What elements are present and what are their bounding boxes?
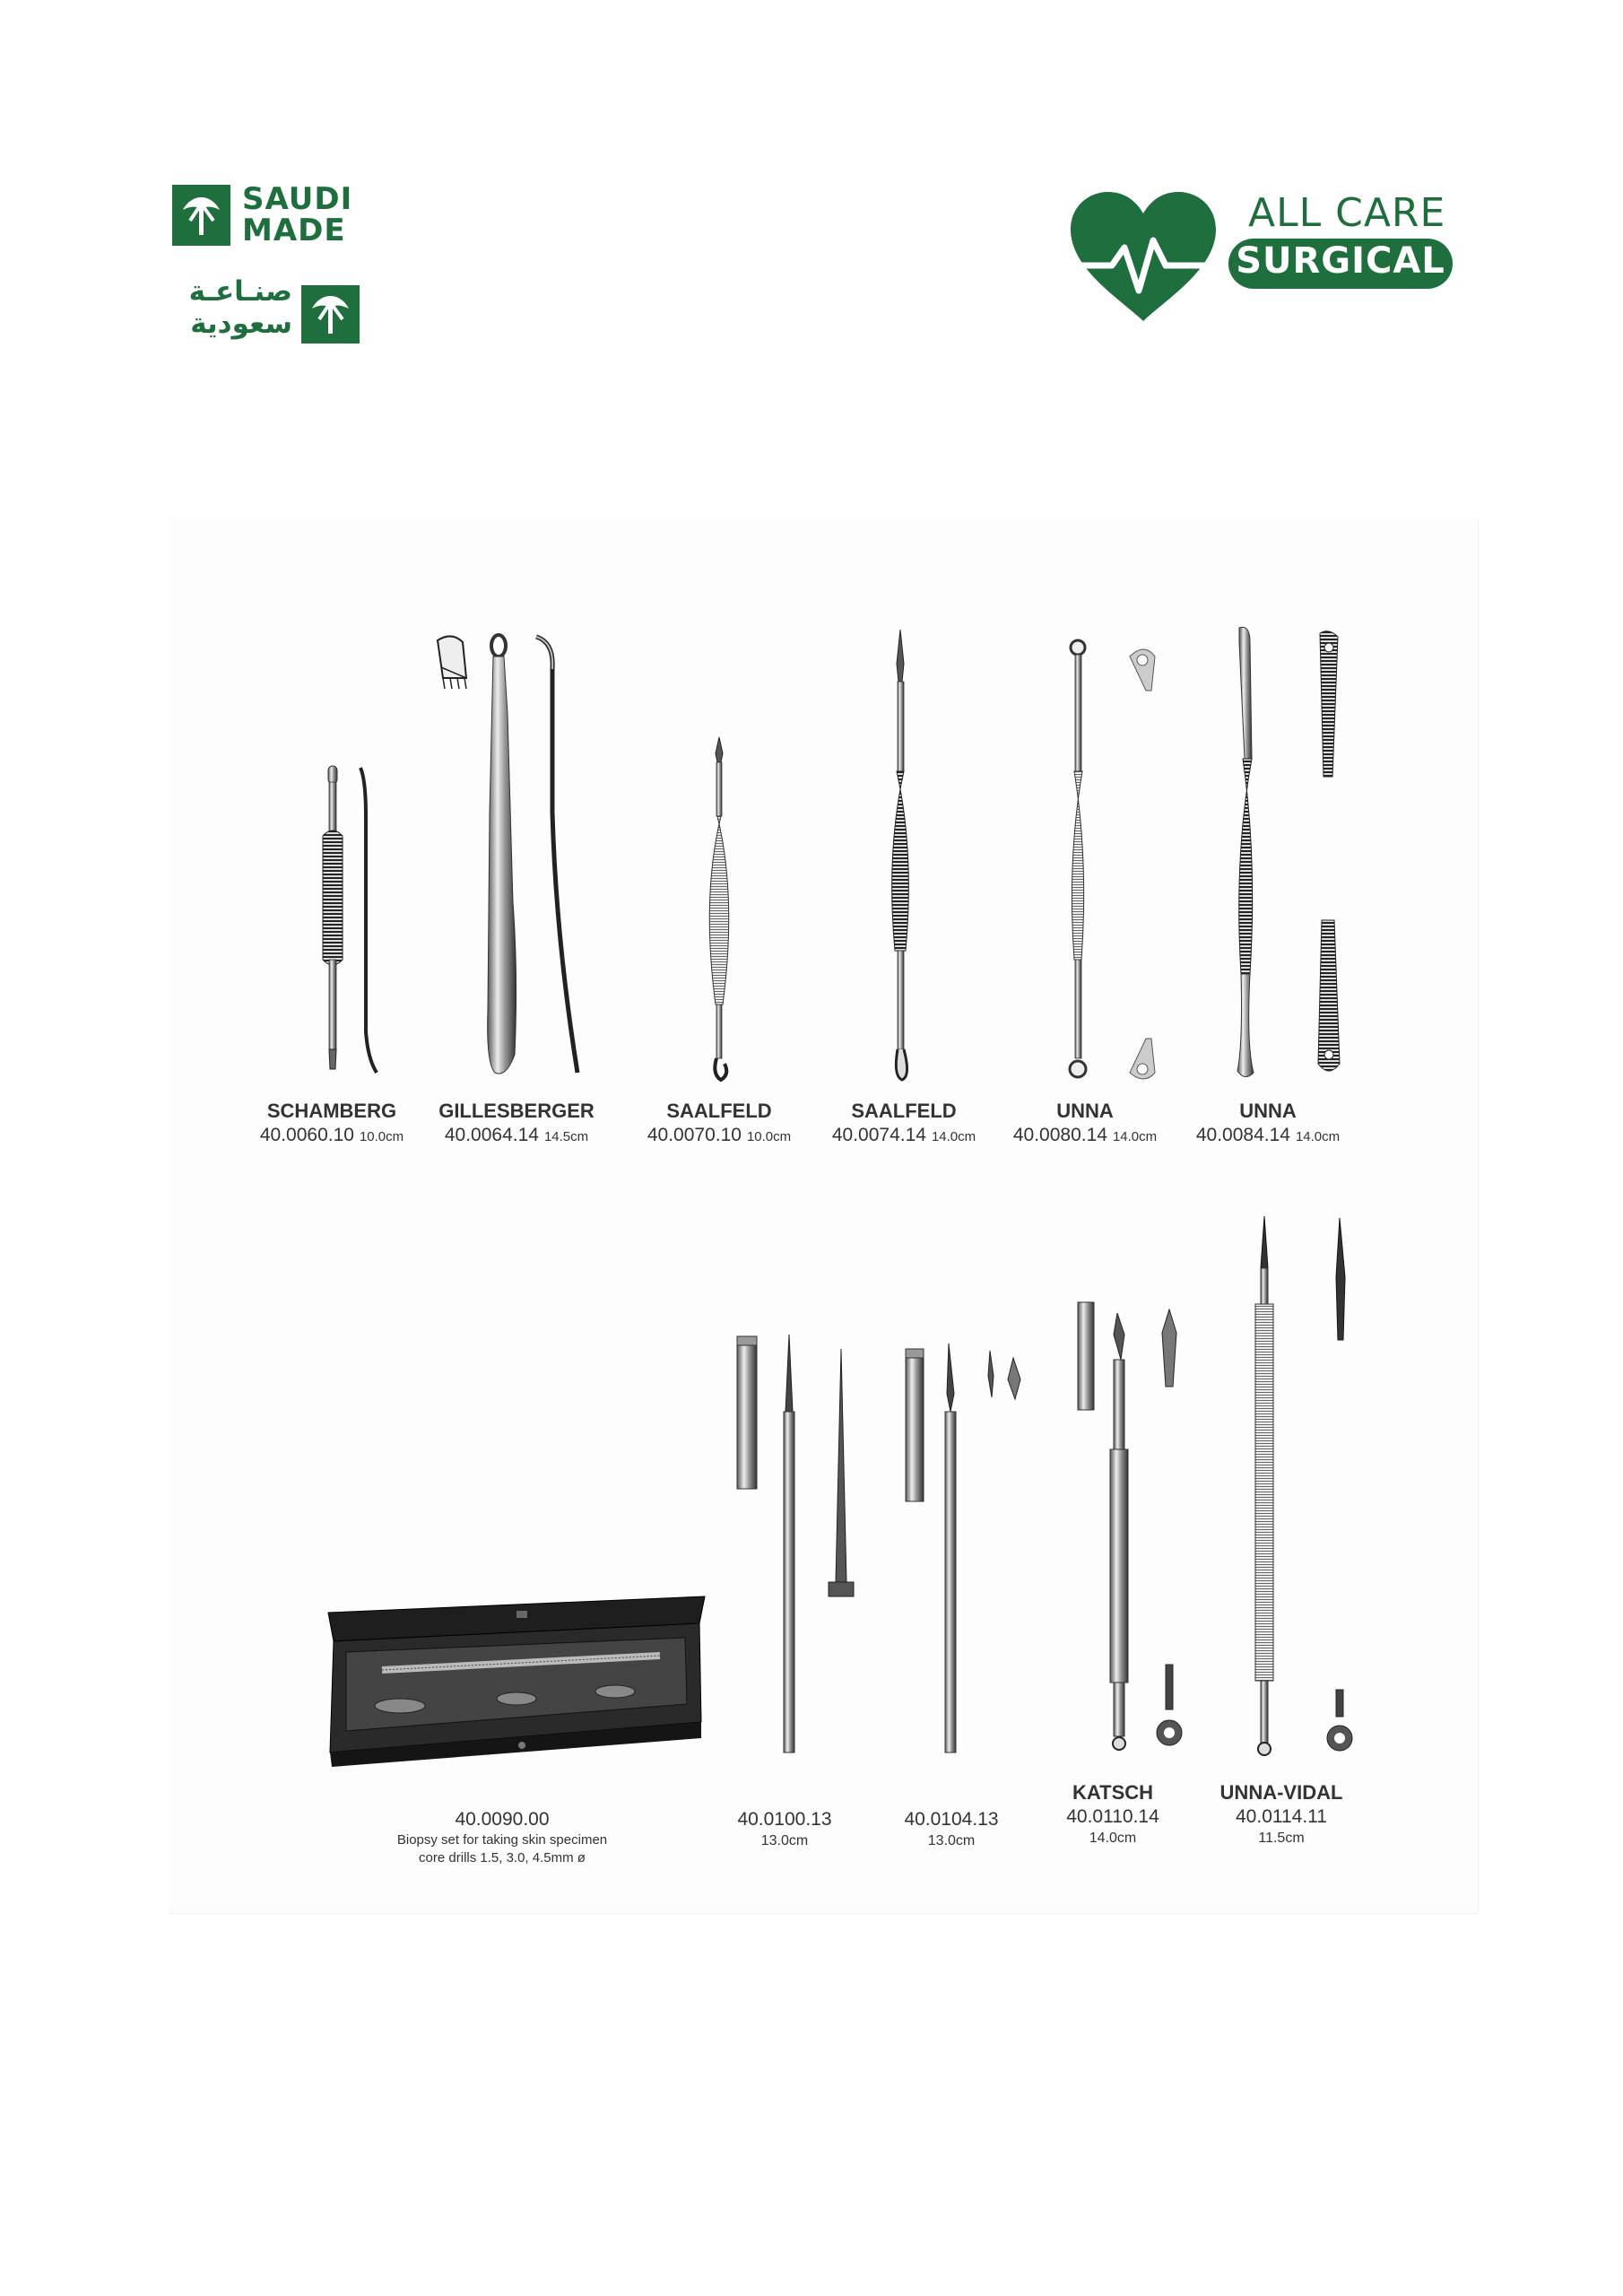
product-code: 40.0090.00 <box>455 1809 550 1830</box>
label-unna-0080 <box>995 1099 1175 1147</box>
saudi-made-line2: MADE <box>242 213 346 248</box>
product-name: GILLESBERGER <box>438 1100 595 1122</box>
palm-icon-small <box>301 285 360 344</box>
product-code: 40.0100.13 <box>737 1809 832 1830</box>
label-schamberg <box>242 1099 421 1147</box>
product-size: 14.5cm <box>543 1129 589 1144</box>
label-katsch <box>1046 1780 1180 1848</box>
item-0100-instrument-image <box>732 1331 866 1761</box>
saudi-made-arabic-line2: سعودية <box>190 308 292 340</box>
label-saalfeld-0070 <box>629 1099 809 1147</box>
saudi-made-line1: SAUDI <box>242 181 353 217</box>
product-code: 40.0064.14 <box>444 1125 539 1145</box>
product-size: 14.0cm <box>931 1129 976 1144</box>
saalfeld-0070-instrument-image <box>698 735 742 1085</box>
product-size: 13.0cm <box>927 1833 976 1848</box>
label-unna-0084 <box>1178 1099 1358 1147</box>
product-name: SAALFELD <box>666 1100 772 1122</box>
product-name: SCHAMBERG <box>266 1100 397 1122</box>
product-description-line2: core drills 1.5, 3.0, 4.5mm ø <box>419 1850 586 1866</box>
product-code: 40.0074.14 <box>831 1125 926 1145</box>
product-code: 40.0110.14 <box>1066 1806 1159 1827</box>
product-code: 40.0104.13 <box>904 1809 999 1830</box>
product-name: UNNA <box>1239 1100 1297 1122</box>
label-unna-vidal <box>1205 1780 1358 1848</box>
product-code: 40.0060.10 <box>259 1125 354 1145</box>
unna-vidal-instrument-image <box>1241 1214 1367 1761</box>
schamberg-instrument-image <box>316 762 387 1076</box>
label-item-0100 <box>717 1808 852 1851</box>
product-size: 14.0cm <box>1089 1831 1137 1846</box>
product-code: 40.0114.11 <box>1236 1806 1327 1827</box>
unna-0080-instrument-image <box>1058 637 1193 1085</box>
product-size: 11.5cm <box>1258 1831 1305 1846</box>
katsch-instrument-image <box>1072 1297 1207 1754</box>
biopsy-set-case-image <box>319 1587 714 1767</box>
product-size: 14.0cm <box>1295 1129 1341 1144</box>
product-code: 40.0070.10 <box>647 1125 742 1145</box>
label-gillesberger <box>427 1099 606 1147</box>
product-name: UNNA <box>1056 1100 1114 1122</box>
palm-icon <box>172 185 230 246</box>
product-size: 13.0cm <box>760 1833 809 1848</box>
all-care-line2: SURGICAL <box>1236 240 1445 282</box>
heart-pulse-icon <box>1067 190 1219 323</box>
saudi-made-arabic-line1: صنـاعـة <box>188 275 292 308</box>
item-0104-instrument-image <box>900 1340 1035 1761</box>
product-size: 10.0cm <box>359 1129 404 1144</box>
label-item-0104 <box>884 1808 1019 1851</box>
product-description-line1: Biopsy set for taking skin specimen <box>396 1832 608 1848</box>
label-saalfeld-0074 <box>814 1099 994 1147</box>
all-care-line1: ALL CARE <box>1248 190 1446 236</box>
gillesberger-instrument-image <box>430 633 601 1082</box>
product-size: 10.0cm <box>746 1129 792 1144</box>
product-name: UNNA-VIDAL <box>1219 1781 1343 1804</box>
label-biopsy-set <box>368 1808 637 1867</box>
unna-0084-instrument-image <box>1227 624 1352 1085</box>
product-size: 14.0cm <box>1112 1129 1158 1144</box>
product-code: 40.0084.14 <box>1195 1125 1290 1145</box>
product-name: SAALFELD <box>851 1100 957 1122</box>
product-code: 40.0080.14 <box>1012 1125 1107 1145</box>
product-name: KATSCH <box>1072 1781 1154 1804</box>
saalfeld-0074-instrument-image <box>879 628 924 1085</box>
